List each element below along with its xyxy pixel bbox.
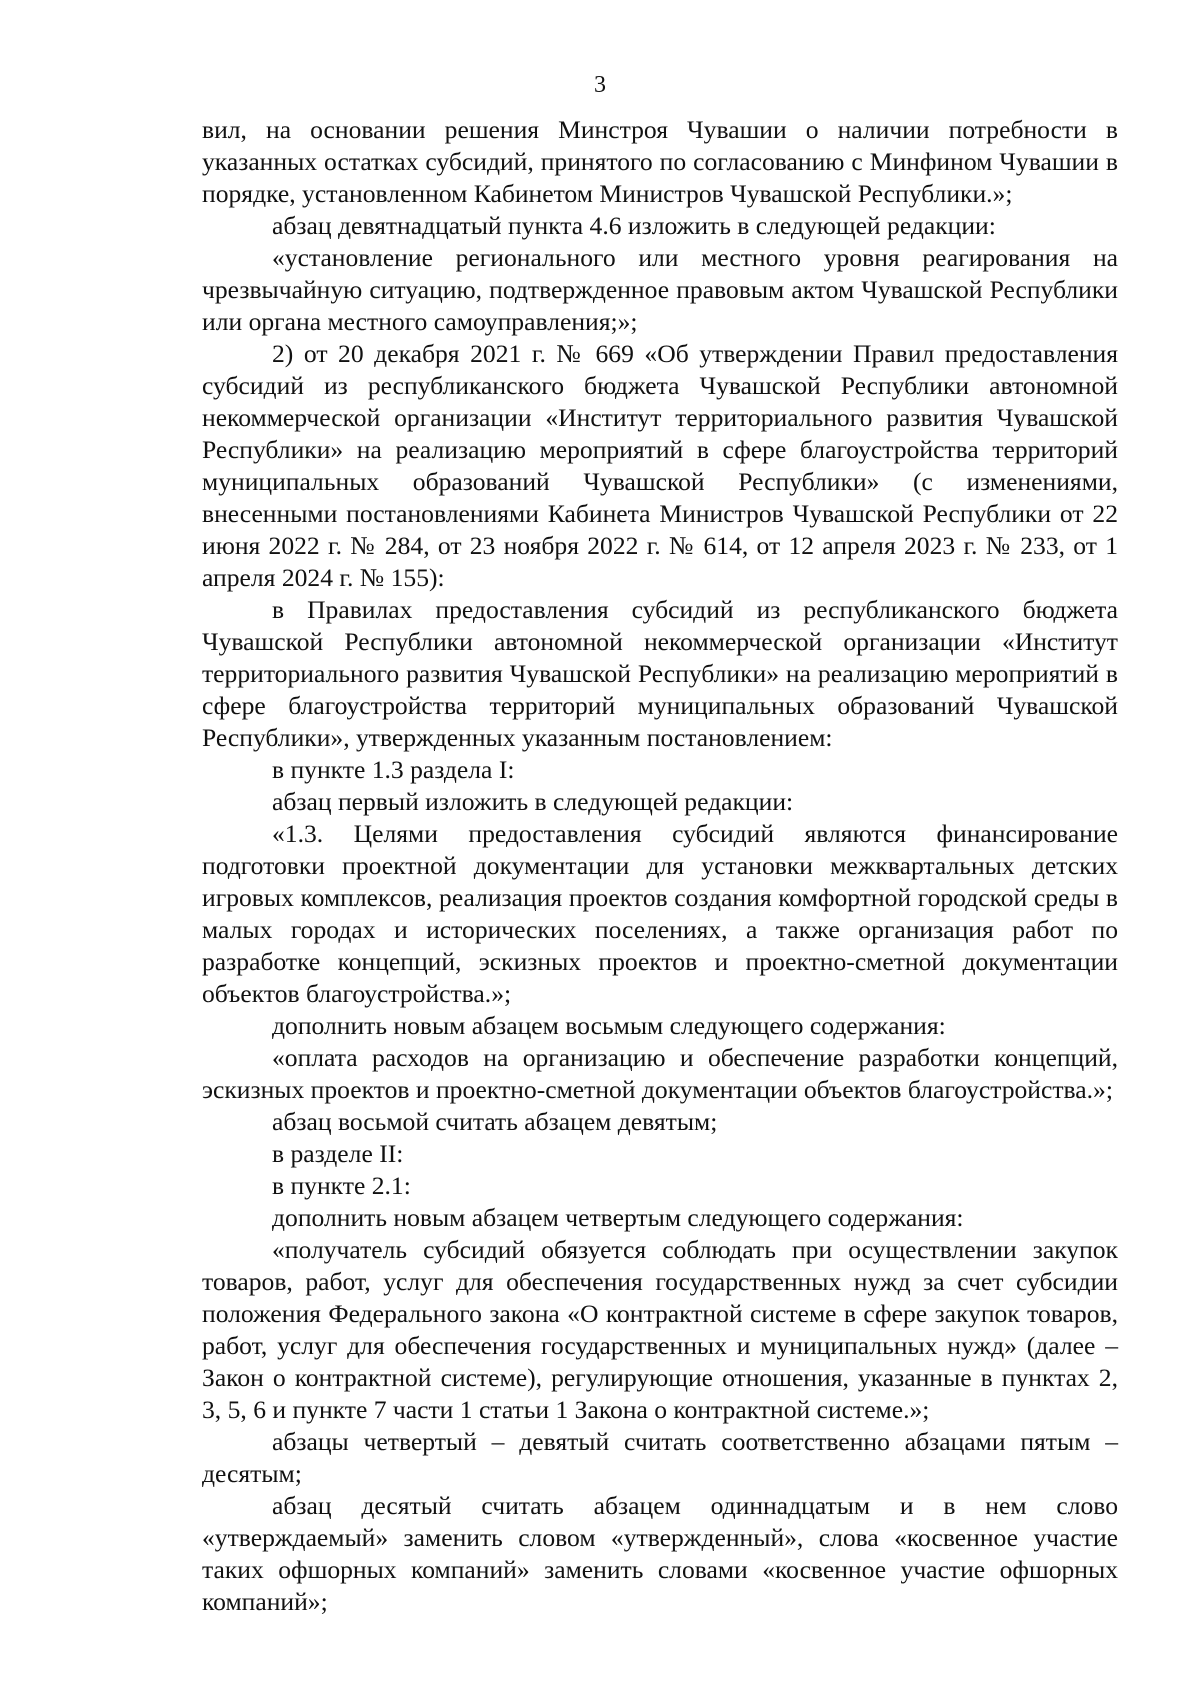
paragraph: вил, на основании решения Минстроя Чувашии о наличии потребности в указанных остатках субсидий, принятого по согласованию с Минфином Чувашии в порядке, установленном Кабинетом Министров Чувашской Республики.»; <box>202 115 1118 208</box>
paragraph: в пункте 1.3 раздела I: <box>272 755 515 784</box>
page-number: 3 <box>594 72 606 98</box>
paragraph: в пункте 2.1: <box>272 1171 411 1200</box>
paragraph: в разделе II: <box>272 1139 404 1168</box>
paragraph: «получатель субсидий обязуется соблюдать при осуществлении закупок товаров, работ, услуг для обеспечения государственных нужд за счет субсидии положения Федерального закона «О контрактной системе в сфере закупок товаров, работ, услуг для обеспечения государственных и муниципальных нужд» (далее – Закон о контрактной системе), регулирующие отношения, указанные в пунктах 2, 3, 5, 6 и пункте 7 части 1 статьи 1 Закона о контрактной системе.»; <box>202 1235 1118 1424</box>
paragraph: дополнить новым абзацем четвертым следующего содержания: <box>272 1203 964 1232</box>
paragraph: абзац девятнадцатый пункта 4.6 изложить в следующей редакции: <box>272 211 996 240</box>
paragraph: «оплата расходов на организацию и обеспечение разработки концепций, эскизных проектов и проектно-сметной документации объектов благоустройства.»; <box>202 1043 1118 1104</box>
paragraph: «1.3. Целями предоставления субсидий являются финансирование подготовки проектной документации для установки межквартальных детских игровых комплексов, реализация проектов создания комфортной городской среды в малых городах и исторических поселениях, а также организация работ по разработке концепций, эскизных проектов и проектно-сметной документации объектов благоустройства.»; <box>202 819 1118 1008</box>
paragraph: в Правилах предоставления субсидий из республиканского бюджета Чувашской Республики автономной некоммерческой организации «Институт территориального развития Чувашской Республики» на реализацию мероприятий в сфере благоустройства территорий муниципальных образований Чувашской Республики», утвержденных указанным постановлением: <box>202 595 1118 752</box>
document-body <box>202 114 1118 1618</box>
paragraph: 2) от 20 декабря 2021 г. № 669 «Об утверждении Правил предоставления субсидий из республиканского бюджета Чувашской Республики автономной некоммерческой организации «Институт территориального развития Чувашской Республики» на реализацию мероприятий в сфере благоустройства территорий муниципальных образований Чувашской Республики» (с изменениями, внесенными постановлениями Кабинета Министров Чувашской Республики от 22 июня 2022 г. № 284, от 23 ноября 2022 г. № 614, от 12 апреля 2023 г. № 233, от 1 апреля 2024 г. № 155): <box>202 339 1118 592</box>
paragraph: абзац десятый считать абзацем одиннадцатым и в нем слово «утверждаемый» заменить словом «утвержденный», слова «косвенное участие таких офшорных компаний» заменить словами «косвенное участие офшорных компаний»; <box>202 1491 1118 1616</box>
paragraph: абзацы четвертый – девятый считать соответственно абзацами пятым – десятым; <box>202 1427 1118 1488</box>
paragraph: абзац восьмой считать абзацем девятым; <box>272 1107 718 1136</box>
paragraph: дополнить новым абзацем восьмым следующего содержания: <box>272 1011 946 1040</box>
paragraph: «установление регионального или местного уровня реагирования на чрезвычайную ситуацию, подтвержденное правовым актом Чувашской Республики или органа местного самоуправления;»; <box>202 243 1118 336</box>
paragraph: абзац первый изложить в следующей редакции: <box>272 787 794 816</box>
